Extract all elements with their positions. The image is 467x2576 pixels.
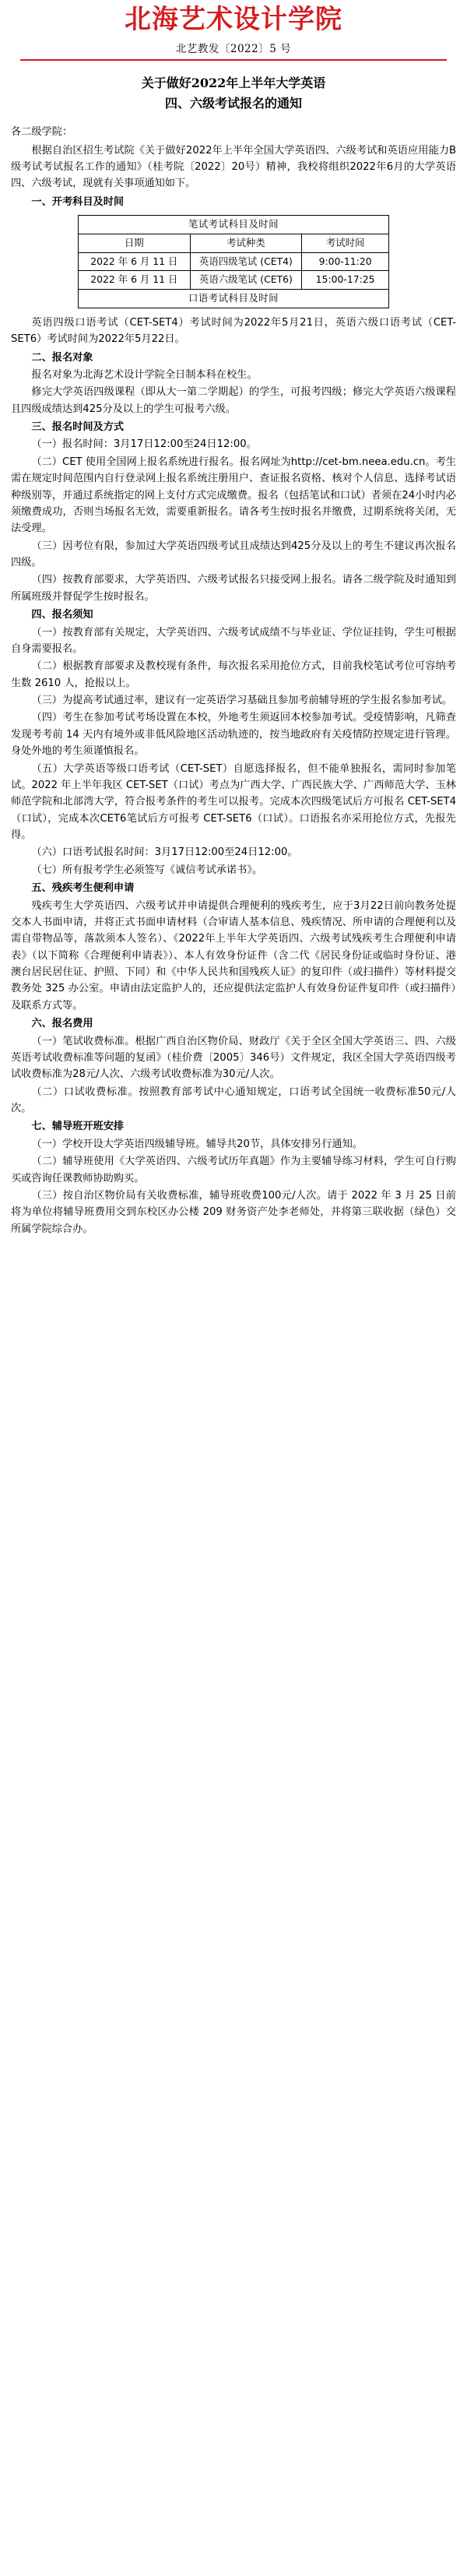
section-heading-1: 一、开考科目及时间 xyxy=(31,195,125,208)
section-5-para-1: 残疾考生大学英语四、六级考试并申请提供合理便利的残疾考生，应于3月22日前向教务处提交本人书面申请，并将正式书面申请材料（合审请人基本信息、残疾情况、所申请的合理便利以及需自带物品等，落款须本人签名）、《2022年上半年大学英语四、六级考试残疾考生合理便利申请表》（以下简称《合理便利申请表》）、本人有效身份证件（含二代《居民身份证或临时身份证、港澳台居民居住证、护照、下同）和《中华人民共和国残疾人证》的复印件（或扫描件）等材料提交教务处 325 办公室。申请由法定监护人的，还应提供法定监护人有效身份证件复印件（或扫描件）及联系方式等。 xyxy=(11,899,456,1012)
section-heading-3: 三、报名时间及方式 xyxy=(31,421,125,434)
cell-date: 2022 年 6 月 11 日 xyxy=(79,271,191,290)
section-heading-5: 五、残疾考生便利申请 xyxy=(31,882,135,895)
section-6-para-2: （二）口试收费标准。按照教育部考试中心通知规定，口语考试全国统一收费标准50元/人次。 xyxy=(11,1086,456,1115)
section-4-para-4: （四）考生在参加考试考场设置在本校，外地考生须返回本校参加考试。受疫情影响，凡筛查发现考考前 14 天内有境外或非低风险地区活动轨迹的，按当地政府有关疫情防控规定进行管理。身处外地的考生须谨慎报名。 xyxy=(11,712,456,758)
section-7-para-3: （三）按自治区物价局有关收费标准，辅导班收费100元/人次。请于 2022 年 3 月 25 日前将为单位将辅导班费用交到东校区办公楼 209 财务资产处李老师处，并将第三联收据（绿色）交所属学院综合办。 xyxy=(11,1189,456,1235)
table-row xyxy=(79,252,389,271)
section-3-para-2: （二）CET 使用全国网上报名系统进行报名。报名网址为http://cet-bm.neea.edu.cn。考生需在规定时间范围内自行登录网上报名系统注册用户、查证报名资格、核对个人信息、选择考试语种级别等，并通过系统指定的网上支付方式完成缴费。报名（包括笔试和口试）者须在24小时内必须缴费成功，否则当场报名无效，需要重新报名。请各考生按时报名并缴费，过期系统将关闭，无法受理。 xyxy=(11,456,456,535)
table-row xyxy=(79,271,389,290)
section-4-para-1: （一）按教育部有关规定，大学英语四、六级考试成绩不与毕业证、学位证挂钩，学生可根据自身需要报名。 xyxy=(11,626,456,655)
section-3-para-3: （三）因考位有限，参加过大学英语四级考试且成绩达到425分及以上的考生不建议再次报名四级。 xyxy=(11,540,456,569)
masthead xyxy=(0,0,467,61)
organization-title: 北海艺术设计学院 xyxy=(125,4,342,35)
section-7-para-1: （一）学校开设大学英语四级辅导班。辅导共20节，具体安排另行通知。 xyxy=(31,1138,363,1150)
document-title xyxy=(47,73,420,113)
section-3-para-1: （一）报名时间：3月17日12:00至24日12:00。 xyxy=(31,438,257,451)
table-header-type: 考试种类 xyxy=(190,234,302,252)
cell-date: 2022 年 6 月 11 日 xyxy=(79,252,191,271)
section-heading-6: 六、报名费用 xyxy=(31,1018,93,1030)
section-4-para-7: （七）所有报考学生必须签写《诚信考试承诺书》。 xyxy=(31,864,263,876)
table-caption-oral: 口语考试科目及时间 xyxy=(79,290,389,308)
exam-schedule-table xyxy=(78,215,389,308)
table-header-time: 考试时间 xyxy=(302,234,389,252)
section-heading-7: 七、辅导班开班安排 xyxy=(31,1121,125,1133)
cell-time: 9:00-11:20 xyxy=(302,252,389,271)
intro-paragraph: 根据自治区招生考试院《关于做好2022年上半年全国大学英语四、六级考试和英语应用能力B级考试考试报名工作的通知》（桂考院〔2022〕20号）精神，我校将组织2022年6月的大学英语四、六级考试，现就有关事项通知如下。 xyxy=(11,144,456,190)
table-caption-row-written xyxy=(79,216,389,234)
table-header-date: 日期 xyxy=(79,234,191,252)
section-6-para-1: （一）笔试收费标准。根据广西自治区物价局、财政厅《关于全区全国大学英语三、四、六级英语考试收费标准等问题的复函》（桂价费〔2005〕346号）文件规定，我区全国大学英语四级考试收费标准为28元/人次、六级考试收费标准为30元/人次。 xyxy=(11,1035,456,1081)
red-divider-rule xyxy=(20,59,447,61)
section-3-para-4: （四）按教育部要求，大学英语四、六级考试报名只接受网上报名。请各二级学院及时通知到所属班级并督促学生按时报名。 xyxy=(11,574,456,603)
salutation: 各二级学院： xyxy=(11,126,73,139)
document-body xyxy=(0,124,467,1257)
section-4-para-6: （六）口语考试报名时间：3月17日12:00至24日12:00。 xyxy=(31,846,298,859)
table-caption-written: 笔试考试科目及时间 xyxy=(79,216,389,234)
section-1-para-1: 英语四级口语考试（CET-SET4）考试时间为2022年5月21日，英语六级口语考试（CET-SET6）考试时间为2022年5月22日。 xyxy=(11,316,456,346)
cell-type: 英语四级笔试 (CET4) xyxy=(190,252,302,271)
section-2-para-2: 修完大学英语四级课程（即从大一第二学期起）的学生，可报考四级；修完大学英语六级课程且四级成绩达到425分及以上的学生可报考六级。 xyxy=(11,386,456,415)
cell-type: 英语六级笔试 (CET6) xyxy=(190,271,302,290)
section-4-para-2: （二）根据教育部要求及教校现有条件，每次报名采用抢位方式，目前我校笔试考位可容纳考生数 2610 人，抢报以上。 xyxy=(11,660,456,689)
exam-schedule-table-wrap xyxy=(11,215,456,308)
section-7-para-2: （二）辅导班使用《大学英语四、六级考试历年真题》作为主要辅导练习材料，学生可自行购买或咨询任课教师协助购买。 xyxy=(11,1156,456,1184)
document-title-line1: 关于做好2022年上半年大学英语 xyxy=(141,76,326,91)
table-caption-row-oral xyxy=(79,290,389,308)
table-header-row xyxy=(79,234,389,252)
cell-time: 15:00-17:25 xyxy=(302,271,389,290)
section-heading-4: 四、报名须知 xyxy=(31,609,93,621)
document-title-line2: 四、六级考试报名的通知 xyxy=(164,95,302,111)
document-number: 北艺教发〔2022〕5 号 xyxy=(175,43,292,56)
section-heading-2: 二、报名对象 xyxy=(31,351,93,364)
section-2-para-1: 报名对象为北海艺术设计学院全日制本科在校生。 xyxy=(31,368,258,381)
section-4-para-5: （五）大学英语等级口语考试（CET-SET）自愿选择报名，但不能单独报名，需同时参加笔试。2022 年上半年我区 CET-SET（口试）考点为广西大学、广西民族大学、广西师范大学、玉林师范学院和北部湾大学，符合报考条件的考生可以报考。完成本次四级笔试后方可报名 CET-SET4（口试），完成本次CET6笔试后方可报考 CET-SET6（口试）。口语报名亦采用抢位方式，先报先得。 xyxy=(11,762,456,842)
section-4-para-3: （三）为提高考试通过率，建议有一定英语学习基础且参加考前辅导班的学生报名参加考试。 xyxy=(31,695,453,707)
